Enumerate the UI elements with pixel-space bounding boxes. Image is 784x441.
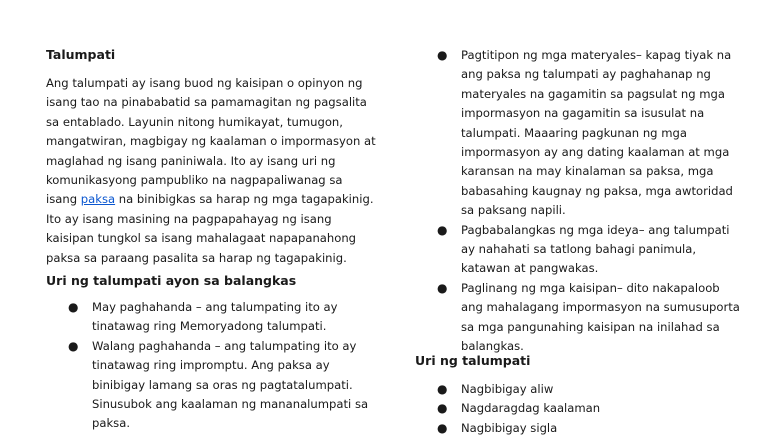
list-item-text: Nagbibigay aliw	[461, 382, 554, 396]
list-uri-ng-talumpati	[415, 380, 745, 438]
list-uri-ayon-sa-balangkas	[46, 298, 376, 434]
paragraph-text-before-link: Ang talumpati ay isang buod ng kaisipan o opinyon ng isang tao na pinababatid sa pamamagitan ng pagsalita sa entablado. Layunin nitong humikayat, tumugon, mangatwiran, magbigay ng kaalaman o impormasyon at maglahad ng isang paniniwala. Ito ay isang uri ng komunikasyong pampubliko na nagpapaliwanag sa isang	[46, 76, 376, 207]
paragraph-talumpati-definition	[46, 74, 376, 268]
list-item	[415, 399, 745, 418]
list-item-text: Nagbibigay sigla	[461, 420, 558, 435]
list-item-text: May paghahanda – ang talumpating ito ay tinatawag ring Memoryadong talumpati.	[92, 300, 338, 334]
bullet-icon: ●	[437, 420, 448, 435]
bullet-icon: ●	[68, 338, 79, 353]
paksa-link[interactable]: paksa	[80, 192, 116, 207]
paragraph-text-after-link: na binibigkas sa harap ng mga tagapakinig. Ito ay isang masining na pagpapahayag ng isang kaisipan tungkol sa isang mahalagaat napapanahong paksa sa paraang pasalita sa harap ng tagapakinig.	[46, 192, 374, 265]
list-item	[46, 337, 376, 434]
list-proseso-ng-talumpati	[415, 46, 745, 357]
list-item-text: Pagbabalangkas ng mga ideya– ang talumpati ay nahahati sa tatlong bahagi panimula, katawan at pangwakas.	[461, 222, 730, 276]
bullet-icon: ●	[437, 280, 448, 295]
list-item	[415, 380, 745, 399]
bullet-icon: ●	[437, 222, 448, 237]
list-item	[415, 221, 745, 279]
list-item-text: Pagtitipon ng mga materyales– kapag tiyak na ang paksa ng talumpati ay paghahanap ng materyales na gagamitin sa pagsulat ng mga impormasyon na gagamitin sa isusulat na talumpati. Maaaring pagkunan ng mga impormasyon ay ang dating kaalaman at mga karansan na may kinalaman sa paksa, mga babasahing kaugnay ng paksa, mga awtoridad sa paksang napili.	[461, 48, 733, 218]
list-item	[415, 279, 745, 357]
list-item	[415, 419, 745, 438]
list-item	[415, 46, 745, 221]
bullet-icon: ●	[437, 401, 448, 416]
heading-talumpati: Talumpati	[46, 47, 116, 62]
bullet-icon: ●	[68, 300, 79, 314]
list-item	[46, 298, 376, 337]
list-item-text: Paglinang ng mga kaisipan– dito nakapaloob ang mahalagang impormasyon na sumusuporta sa mga pangunahing kaisipan na inilahad sa balangkas.	[461, 280, 740, 354]
bullet-icon: ●	[437, 48, 448, 62]
heading-uri-ng-talumpati: Uri ng talumpati	[415, 353, 531, 368]
heading-uri-ayon-sa-balangkas: Uri ng talumpati ayon sa balangkas	[46, 273, 297, 288]
list-item-text: Nagdaragdag kaalaman	[461, 401, 601, 416]
list-item-text: Walang paghahanda – ang talumpating ito ay tinatawag ring impromptu. Ang paksa ay binibigay lamang sa oras ng pagtatalumpati. Sinusubok ang kaalaman ng mananalumpati sa paksa.	[92, 338, 369, 431]
bullet-icon: ●	[437, 382, 448, 396]
